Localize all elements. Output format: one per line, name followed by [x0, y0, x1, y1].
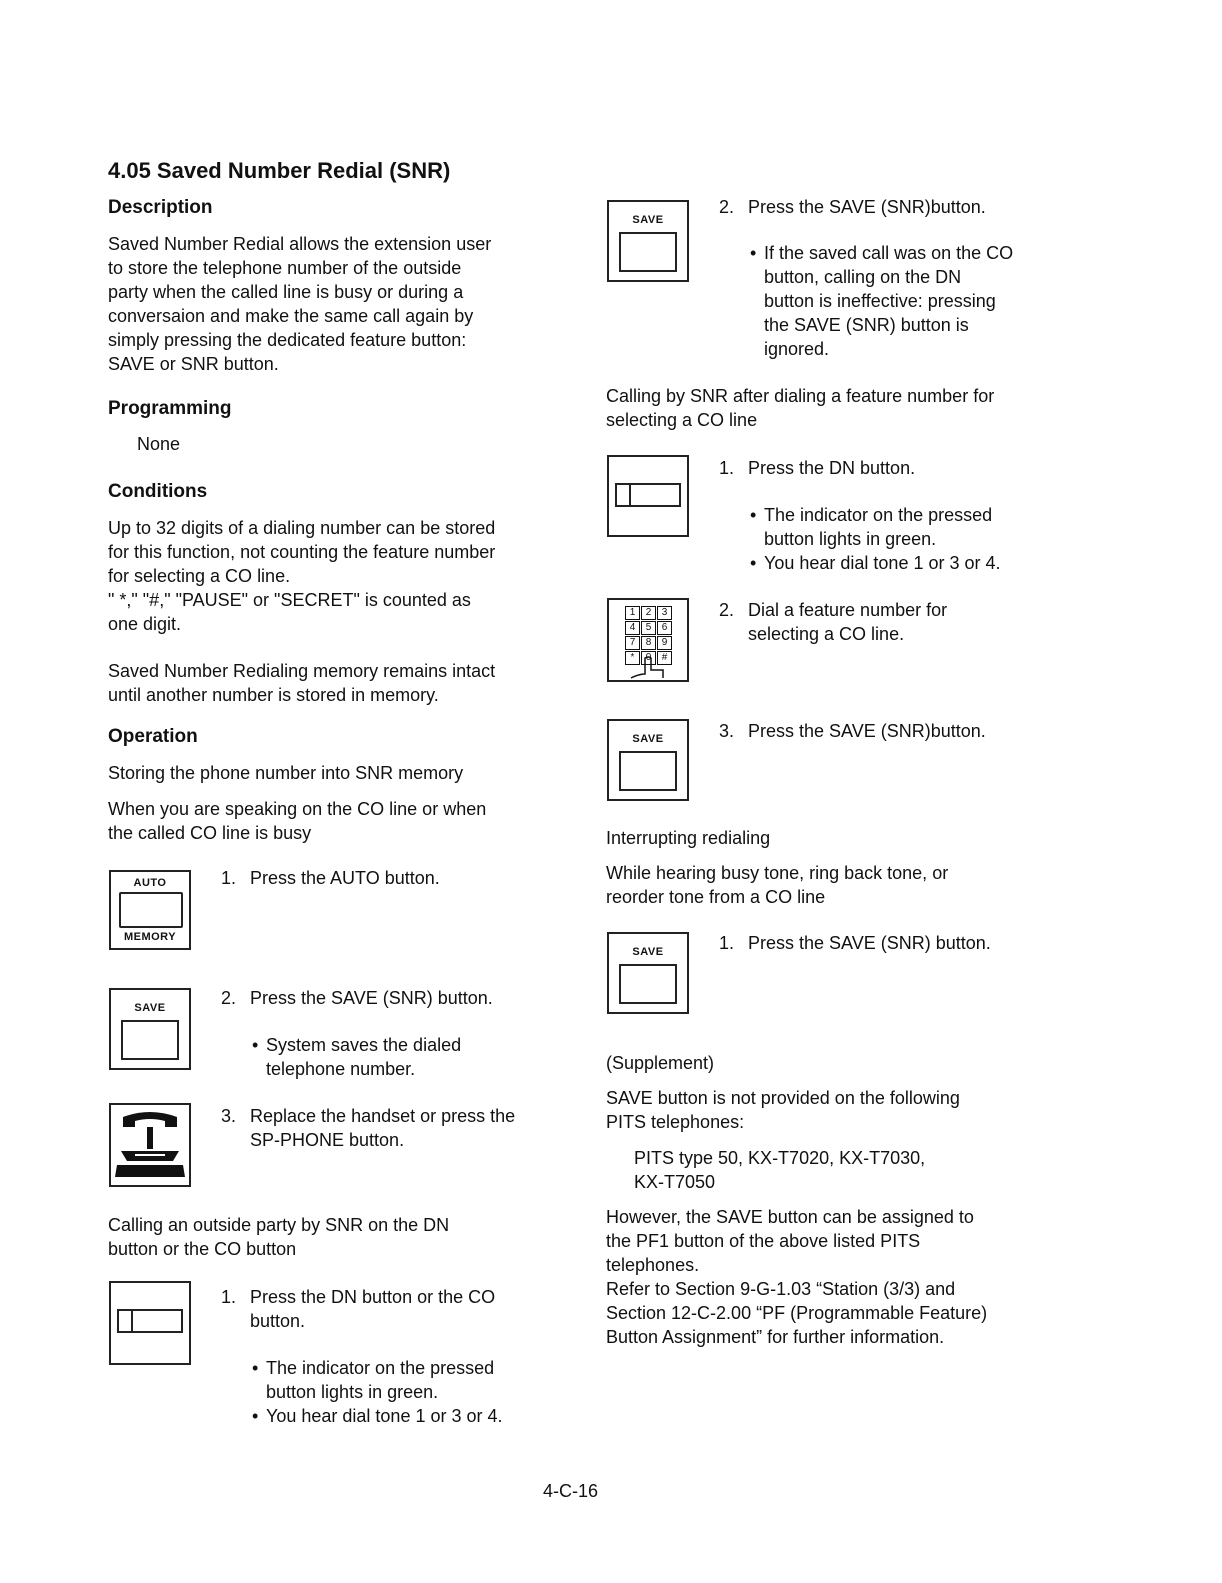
supplement-text: [606, 1086, 960, 1134]
bullet-item: [252, 1033, 462, 1081]
bullet-line: System saves the dialed: [266, 1035, 462, 1055]
programming-value: None: [137, 434, 181, 454]
keypad-key: 3: [657, 606, 672, 620]
keypad-key: 5: [641, 621, 656, 635]
button-key-shape: [619, 751, 677, 791]
bullet-line: The indicator on the pressed: [266, 1358, 495, 1378]
bullet-line: telephone number.: [266, 1059, 416, 1079]
supplement-after-line: Section 12-C-2.00 “PF (Programmable Feature): [606, 1303, 988, 1323]
feature-title: [606, 384, 994, 432]
keypad-key: 8: [641, 636, 656, 650]
memory-label: MEMORY: [123, 931, 177, 943]
interrupt-intro: [606, 861, 948, 909]
description-line: simply pressing the dedicated feature button:: [108, 330, 467, 350]
page-title: 4.05 Saved Number Redial (SNR): [108, 158, 451, 183]
page-number: 4-C-16: [543, 1481, 599, 1501]
supplement-heading: (Supplement): [606, 1053, 715, 1073]
bullet-dot: •: [750, 553, 757, 573]
bullet-line: button lights in green.: [764, 529, 937, 549]
bullet-line: button, calling on the DN: [764, 267, 962, 287]
step-text: Press the AUTO button.: [250, 868, 440, 888]
conditions-line: " *," "#," "PAUSE" or "SECRET" is counted as: [108, 590, 471, 610]
step-text: [250, 1285, 495, 1333]
programming-heading: Programming: [108, 398, 232, 419]
save-label: SAVE: [632, 214, 664, 226]
step-number: 2.: [719, 197, 735, 217]
description-line: conversaion and make the same call again by: [108, 306, 474, 326]
keypad-key: #: [657, 651, 672, 665]
save-button-icon: [607, 932, 689, 1014]
conditions-note: [108, 659, 495, 707]
bullet-dot: •: [252, 1035, 259, 1055]
handset-icon: [109, 1103, 191, 1187]
supplement-after: [606, 1205, 987, 1349]
bullet-item: [750, 551, 1001, 575]
step-number: 1.: [719, 458, 735, 478]
description-line: to store the telephone number of the outside: [108, 258, 462, 278]
step-line: Dial a feature number for: [748, 600, 948, 620]
keypad-key: 7: [625, 636, 640, 650]
step-number: 1.: [221, 1287, 237, 1307]
storing-title: Storing the phone number into SNR memory: [108, 763, 464, 783]
step-number: 1.: [719, 933, 735, 953]
save-label: SAVE: [632, 733, 664, 745]
supplement-line: SAVE button is not provided on the following: [606, 1088, 960, 1108]
conditions-line: for selecting a CO line.: [108, 566, 291, 586]
description-text: [108, 232, 491, 376]
interrupt-intro-line: reorder tone from a CO line: [606, 887, 826, 907]
bullet-dot: •: [252, 1358, 259, 1378]
supplement-after-line: However, the SAVE button can be assigned to: [606, 1207, 974, 1227]
bullet-item: [750, 503, 993, 551]
step-line: Press the DN button or the CO: [250, 1287, 496, 1307]
step-text: Press the DN button.: [748, 458, 916, 478]
save-button-icon: [607, 719, 689, 801]
bullet-item: [252, 1404, 503, 1428]
feature-title-line: selecting a CO line: [606, 410, 758, 430]
conditions-line: one digit.: [108, 614, 182, 634]
conditions-line: Up to 32 digits of a dialing number can be stored: [108, 518, 496, 538]
calling-title: [108, 1213, 449, 1261]
supplement-model-line: KX-T7050: [634, 1172, 716, 1192]
step-text: Press the SAVE (SNR)button.: [748, 721, 986, 741]
keypad-key: 0: [641, 651, 656, 665]
bullet-line: You hear dial tone 1 or 3 or 4.: [266, 1406, 503, 1426]
step-number: 3.: [719, 721, 735, 741]
save-button-icon: [607, 200, 689, 282]
step-text: [250, 1104, 515, 1152]
step-line: Replace the handset or press the: [250, 1106, 516, 1126]
save-label: SAVE: [632, 946, 664, 958]
interrupt-intro-line: While hearing busy tone, ring back tone, or: [606, 863, 949, 883]
save-button-icon: [109, 988, 191, 1070]
bullet-item: [750, 241, 1014, 361]
button-key-shape: [619, 232, 677, 272]
conditions-note-line: Saved Number Redialing memory remains intact: [108, 661, 496, 681]
step-text: [748, 598, 947, 646]
storing-intro-line: the called CO line is busy: [108, 823, 312, 843]
interrupt-title: Interrupting redialing: [606, 828, 771, 848]
step-line: selecting a CO line.: [748, 624, 905, 644]
dn-button-icon: [607, 455, 689, 537]
button-key-shape: [615, 483, 681, 507]
step-text: Press the SAVE (SNR) button.: [250, 988, 493, 1008]
supplement-model-line: PITS type 50, KX-T7020, KX-T7030,: [634, 1148, 926, 1168]
supplement-after-line: the PF1 button of the above listed PITS: [606, 1231, 921, 1251]
supplement-after-line: Button Assignment” for further information.: [606, 1327, 945, 1347]
keypad-key: 4: [625, 621, 640, 635]
bullet-line: ignored.: [764, 339, 830, 359]
button-key-shape: [121, 1020, 179, 1060]
button-key-shape: [619, 964, 677, 1004]
bullet-line: button lights in green.: [266, 1382, 439, 1402]
conditions-text: [108, 516, 495, 636]
bullet-line: button is ineffective: pressing: [764, 291, 996, 311]
save-label: SAVE: [134, 1002, 166, 1014]
calling-title-line: Calling an outside party by SNR on the DN: [108, 1215, 450, 1235]
finger-icon: [629, 656, 673, 680]
dn-button-icon: [109, 1281, 191, 1365]
storing-intro-line: When you are speaking on the CO line or when: [108, 799, 487, 819]
supplement-after-line: telephones.: [606, 1255, 700, 1275]
description-line: Saved Number Redial allows the extension user: [108, 234, 492, 254]
step-line: button.: [250, 1311, 306, 1331]
handset-drawing: [111, 1105, 189, 1185]
bullet-dot: •: [750, 505, 757, 525]
keypad-key: *: [625, 651, 640, 665]
indicator-divider: [629, 483, 631, 507]
step-number: 3.: [221, 1106, 237, 1126]
keypad-icon: [607, 598, 689, 682]
step-number: 1.: [221, 868, 237, 888]
keypad-key: 6: [657, 621, 672, 635]
auto-memory-button-icon: [109, 870, 191, 950]
supplement-line: PITS telephones:: [606, 1112, 745, 1132]
keypad-key: 2: [641, 606, 656, 620]
button-key-shape: [117, 1309, 183, 1333]
indicator-divider: [131, 1309, 133, 1333]
keypad-key: 9: [657, 636, 672, 650]
step-number: 2.: [719, 600, 735, 620]
bullet-line: the SAVE (SNR) button is: [764, 315, 969, 335]
operation-heading: Operation: [108, 726, 198, 747]
bullet-item: [252, 1356, 495, 1404]
bullet-line: You hear dial tone 1 or 3 or 4.: [764, 553, 1001, 573]
calling-title-line: button or the CO button: [108, 1239, 297, 1259]
step-line: SP-PHONE button.: [250, 1130, 405, 1150]
step-text: Press the SAVE (SNR)button.: [748, 197, 986, 217]
conditions-heading: Conditions: [108, 481, 208, 502]
bullet-dot: •: [252, 1406, 259, 1426]
description-heading: Description: [108, 197, 213, 218]
conditions-line: for this function, not counting the feature number: [108, 542, 496, 562]
step-number: 2.: [221, 988, 237, 1008]
description-line: SAVE or SNR button.: [108, 354, 279, 374]
step-text: Press the SAVE (SNR) button.: [748, 933, 991, 953]
supplement-models: [634, 1146, 925, 1194]
bullet-dot: •: [750, 243, 757, 263]
bullet-line: The indicator on the pressed: [764, 505, 993, 525]
supplement-after-line: Refer to Section 9-G-1.03 “Station (3/3) and: [606, 1279, 956, 1299]
conditions-note-line: until another number is stored in memory.: [108, 685, 439, 705]
feature-title-line: Calling by SNR after dialing a feature number for: [606, 386, 995, 406]
button-key-shape: [119, 892, 183, 928]
keypad-key: 1: [625, 606, 640, 620]
auto-label: AUTO: [133, 877, 167, 889]
description-line: party when the called line is busy or during a: [108, 282, 464, 302]
storing-intro: [108, 797, 486, 845]
bullet-line: If the saved call was on the CO: [764, 243, 1014, 263]
